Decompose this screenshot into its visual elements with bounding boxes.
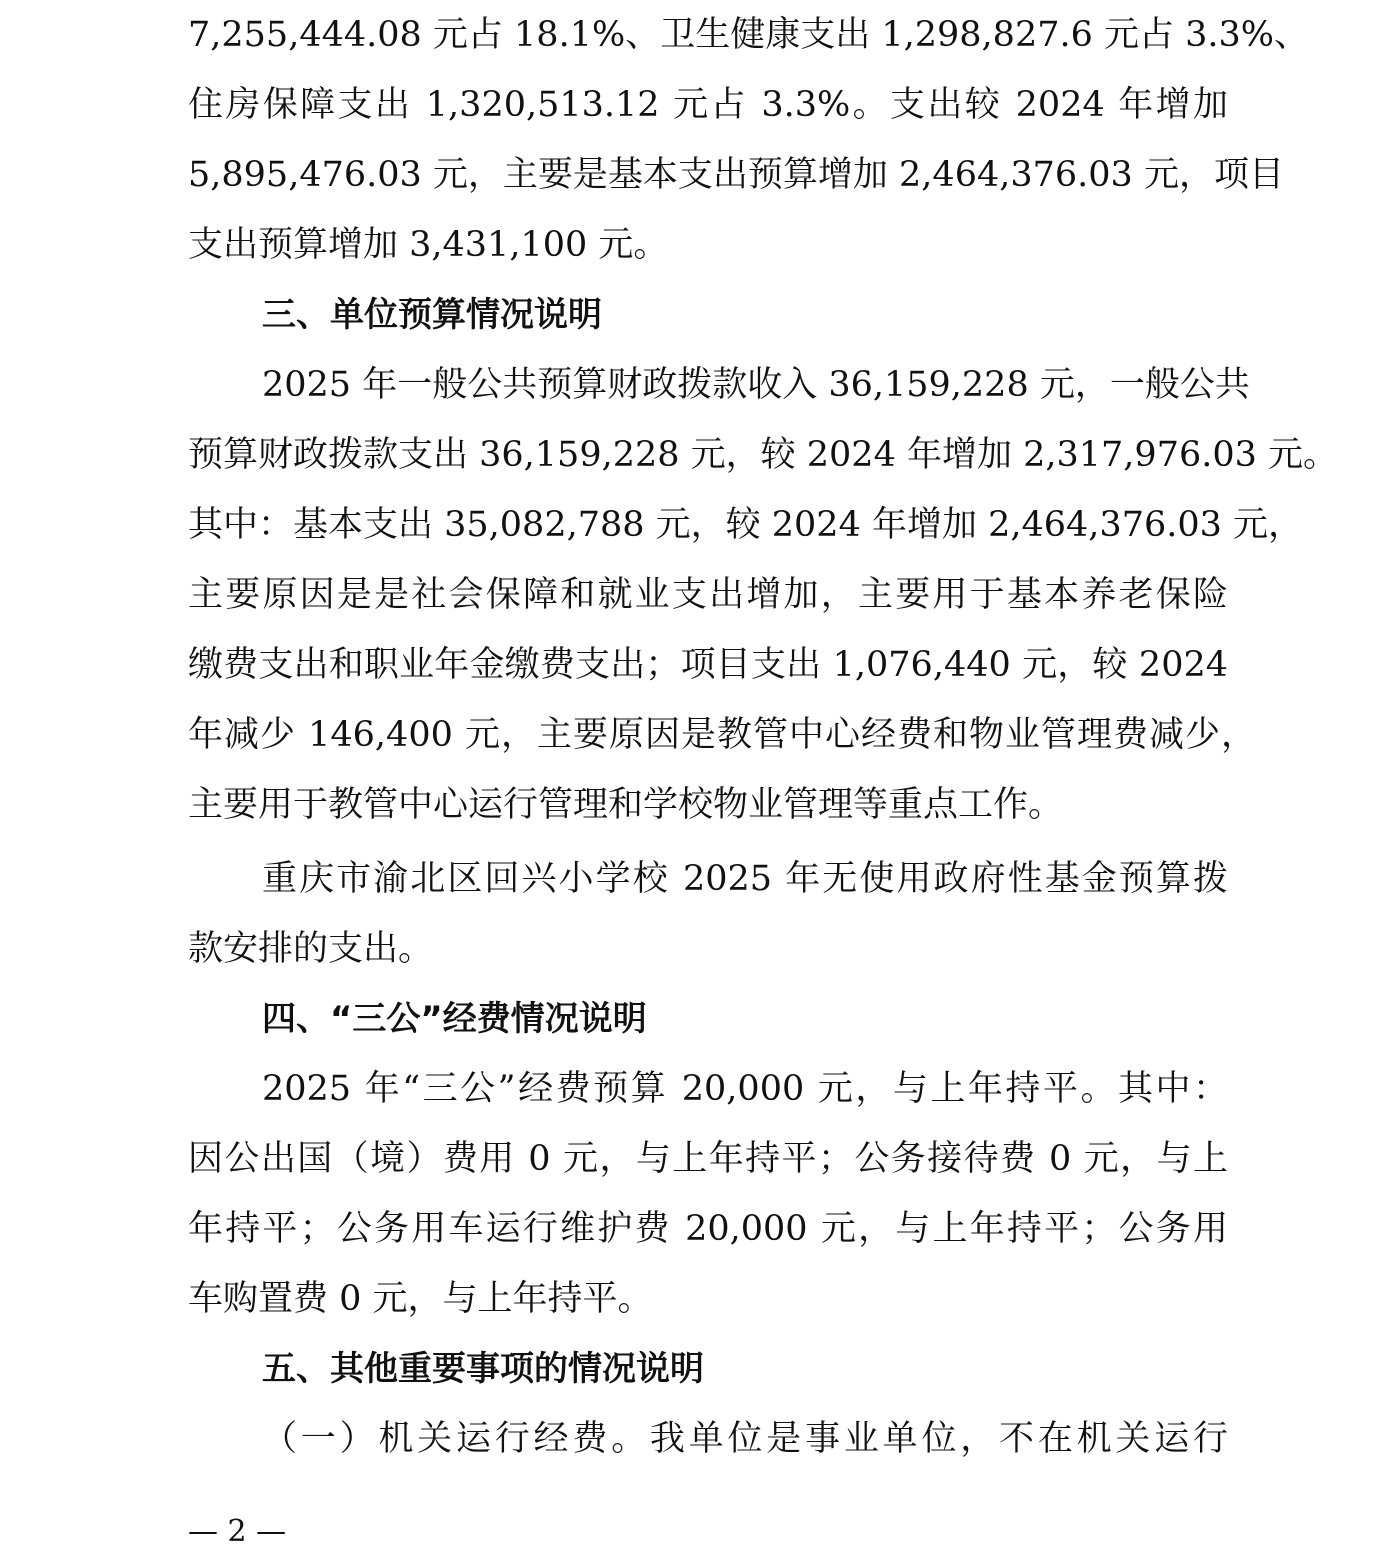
paragraph-line: 2025 年一般公共预算财政拨款收入 36,159,228 元，一般公共 (262, 365, 1250, 405)
paragraph-line: 主要原因是是社会保障和就业支出增加，主要用于基本养老保险 (188, 575, 1228, 615)
paragraph-line: 支出预算增加 3,431,100 元。 (188, 225, 669, 265)
paragraph-line: 7,255,444.08 元占 18.1%、卫生健康支出 1,298,827.6 元占 3.3%、 (188, 15, 1310, 55)
paragraph-line: 其中：基本支出 35,082,788 元，较 2024 年增加 2,464,376.03 元， (188, 505, 1304, 545)
paragraph-line: 主要用于教管中心运行管理和学校物业管理等重点工作。 (188, 785, 1064, 825)
paragraph-line: 车购置费 0 元，与上年持平。 (188, 1279, 653, 1319)
paragraph-line: 年持平；公务用车运行维护费 20,000 元，与上年持平；公务用 (188, 1209, 1228, 1249)
section-heading-3: 三、单位预算情况说明 (262, 295, 602, 335)
paragraph-line: 款安排的支出。 (188, 929, 434, 969)
section-heading-4: 四、“三公”经费情况说明 (262, 999, 647, 1039)
paragraph-line: 2025 年“三公”经费预算 20,000 元，与上年持平。其中： (262, 1069, 1228, 1109)
section-heading-5: 五、其他重要事项的情况说明 (262, 1349, 704, 1389)
paragraph-line: 缴费支出和职业年金缴费支出；项目支出 1,076,440 元，较 2024 (188, 645, 1228, 685)
paragraph-line: 住房保障支出 1,320,513.12 元占 3.3%。支出较 2024 年增加 (188, 85, 1228, 125)
paragraph-line: 5,895,476.03 元，主要是基本支出预算增加 2,464,376.03 元，项目 (188, 155, 1284, 195)
paragraph-line: （一）机关运行经费。我单位是事业单位，不在机关运行 (262, 1419, 1228, 1459)
paragraph-line: 预算财政拨款支出 36,159,228 元，较 2024 年增加 2,317,976.03 元。 (188, 435, 1339, 475)
paragraph-line: 因公出国（境）费用 0 元，与上年持平；公务接待费 0 元，与上 (188, 1139, 1228, 1179)
paragraph-line: 重庆市渝北区回兴小学校 2025 年无使用政府性基金预算拨 (262, 859, 1228, 899)
page-number: — 2 — (188, 1514, 287, 1549)
paragraph-line: 年减少 146,400 元，主要原因是教管中心经费和物业管理费减少， (188, 715, 1256, 755)
